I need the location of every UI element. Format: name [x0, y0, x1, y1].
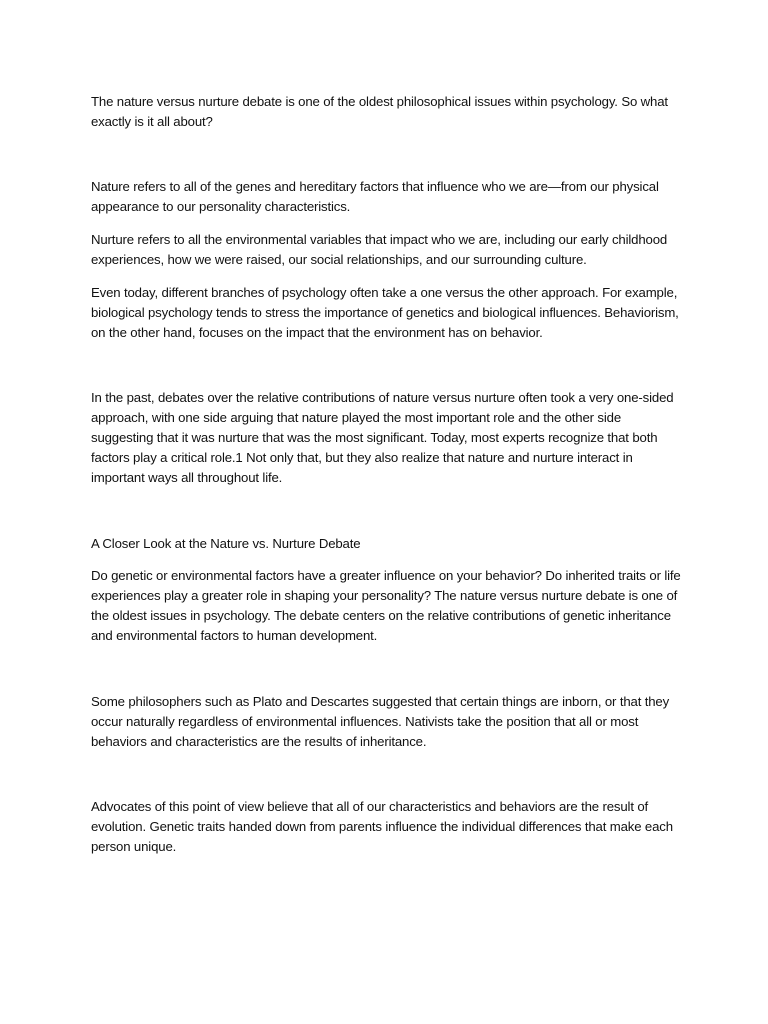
text-line: exactly is it all about? [91, 114, 213, 129]
text-line: behaviors and characteristics are the results of inheritance. [91, 734, 427, 749]
text-line: experiences play a greater role in shaping your personality? The nature versus nurture debate is one of [91, 588, 678, 603]
text-line: Even today, different branches of psychology often take a one versus the other approach. For example, [91, 285, 678, 300]
text-line: the oldest issues in psychology. The debate centers on the relative contributions of genetic inheritance [91, 608, 671, 623]
text-line: approach, with one side arguing that nature played the most important role and the other side [91, 410, 622, 425]
text-line: person unique. [91, 839, 177, 854]
paragraph-nurture-definition [91, 230, 681, 270]
text-line: biological psychology tends to stress the importance of genetics and biological influences. Behaviorism, [91, 305, 679, 320]
text-line: suggesting that it was nurture that was the most significant. Today, most experts recognize that both [91, 430, 658, 445]
section-heading [91, 534, 681, 554]
text-line: Advocates of this point of view believe that all of our characteristics and behaviors are the result of [91, 799, 649, 814]
paragraph-nature-definition [91, 177, 681, 217]
text-line: occur naturally regardless of environmental influences. Nativists take the position that all or most [91, 714, 639, 729]
text-line: on the other hand, focuses on the impact that the environment has on behavior. [91, 325, 543, 340]
text-line: experiences, how we were raised, our social relationships, and our surrounding culture. [91, 252, 587, 267]
text-line: and environmental factors to human development. [91, 628, 378, 643]
paragraph-past-debates [91, 388, 681, 488]
text-line: The nature versus nurture debate is one of the oldest philosophical issues within psychology. So what [91, 94, 668, 109]
paragraph-philosophers [91, 692, 681, 752]
text-line: Some philosophers such as Plato and Descartes suggested that certain things are inborn, or that they [91, 694, 670, 709]
paragraph-intro [91, 92, 681, 132]
paragraph-closer-look [91, 566, 681, 646]
text-line: A Closer Look at the Nature vs. Nurture Debate [91, 536, 361, 551]
text-line: appearance to our personality characteristics. [91, 199, 351, 214]
text-line: evolution. Genetic traits handed down from parents influence the individual differences that make each [91, 819, 673, 834]
text-line: In the past, debates over the relative contributions of nature versus nurture often took a very one-sided [91, 390, 674, 405]
text-line: Do genetic or environmental factors have a greater influence on your behavior? Do inherited traits or life [91, 568, 681, 583]
paragraph-advocates [91, 797, 681, 857]
text-line: important ways all throughout life. [91, 470, 283, 485]
paragraph-branches [91, 283, 681, 343]
text-line: Nature refers to all of the genes and hereditary factors that influence who we are—from our physical [91, 179, 659, 194]
text-line: factors play a critical role.1 Not only that, but they also realize that nature and nurture interact in [91, 450, 633, 465]
text-line: Nurture refers to all the environmental variables that impact who we are, including our early childhood [91, 232, 668, 247]
